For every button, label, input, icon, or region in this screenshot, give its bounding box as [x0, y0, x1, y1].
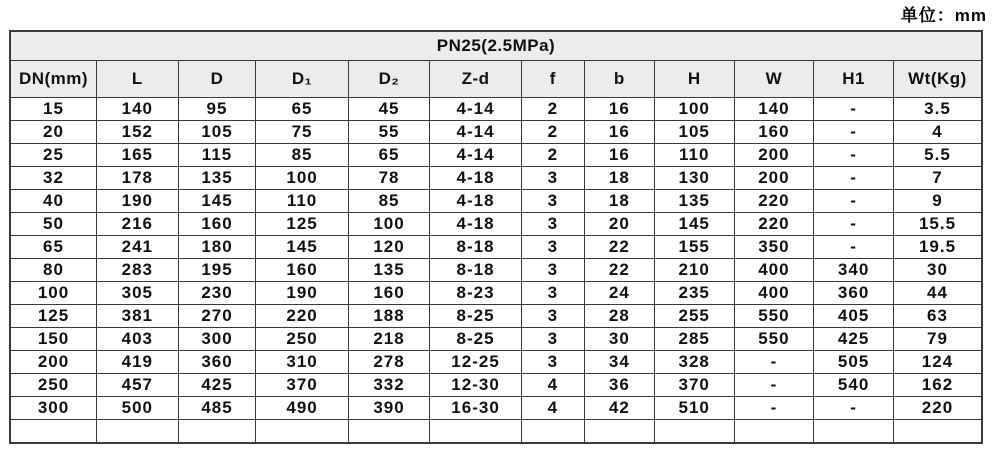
table-cell: 3	[521, 167, 584, 190]
table-cell: 160	[256, 259, 348, 282]
column-header-row	[10, 61, 982, 98]
table-cell: 19.5	[893, 236, 982, 259]
table-cell: 188	[348, 305, 430, 328]
table-cell-empty	[893, 420, 982, 444]
table-head	[10, 31, 982, 98]
table-cell: 180	[178, 236, 256, 259]
table-cell: 8-18	[430, 236, 521, 259]
table-cell: 79	[893, 328, 982, 351]
table-cell: 4	[893, 121, 982, 144]
table-cell: 285	[654, 328, 734, 351]
table-cell: 105	[178, 121, 256, 144]
table-row-partial	[10, 420, 982, 444]
table-cell: 145	[178, 190, 256, 213]
table-cell: 300	[178, 328, 256, 351]
column-header-11: Wt(Kg)	[893, 61, 982, 98]
table-cell: 4-18	[430, 190, 521, 213]
table-row	[10, 98, 982, 121]
table-cell: 400	[734, 259, 814, 282]
table-row	[10, 121, 982, 144]
table-cell: 40	[10, 190, 97, 213]
table-cell: 16	[584, 121, 654, 144]
table-cell: 305	[97, 282, 179, 305]
table-cell: 550	[734, 328, 814, 351]
table-cell: -	[814, 144, 894, 167]
table-cell: 540	[814, 374, 894, 397]
table-cell: 218	[348, 328, 430, 351]
table-cell: 190	[97, 190, 179, 213]
table-cell: 80	[10, 259, 97, 282]
spec-table	[9, 30, 983, 444]
table-cell: 36	[584, 374, 654, 397]
table-row	[10, 144, 982, 167]
table-cell: 220	[893, 397, 982, 420]
table-cell: 3	[521, 351, 584, 374]
table-row	[10, 305, 982, 328]
table-cell: 85	[256, 144, 348, 167]
table-cell: 4-14	[430, 98, 521, 121]
table-cell: 152	[97, 121, 179, 144]
table-cell: 34	[584, 351, 654, 374]
table-row	[10, 259, 982, 282]
table-cell: 3	[521, 190, 584, 213]
table-cell: 3	[521, 305, 584, 328]
table-cell: 160	[734, 121, 814, 144]
table-cell: 105	[654, 121, 734, 144]
table-cell: 162	[893, 374, 982, 397]
table-cell: -	[814, 397, 894, 420]
table-cell: 360	[178, 351, 256, 374]
table-cell: 310	[256, 351, 348, 374]
table-cell: 150	[10, 328, 97, 351]
table-cell: 16-30	[430, 397, 521, 420]
table-cell: 85	[348, 190, 430, 213]
table-row	[10, 190, 982, 213]
table-body	[10, 98, 982, 444]
table-cell: 55	[348, 121, 430, 144]
table-cell: 200	[734, 167, 814, 190]
table-cell: 485	[178, 397, 256, 420]
table-cell: 42	[584, 397, 654, 420]
table-cell: 250	[256, 328, 348, 351]
table-cell: 350	[734, 236, 814, 259]
table-cell: 340	[814, 259, 894, 282]
table-cell: 500	[97, 397, 179, 420]
table-cell: 370	[654, 374, 734, 397]
table-cell: 403	[97, 328, 179, 351]
table-cell: 190	[256, 282, 348, 305]
table-cell: 100	[348, 213, 430, 236]
table-cell: 22	[584, 259, 654, 282]
table-cell: 95	[178, 98, 256, 121]
table-cell: 18	[584, 167, 654, 190]
table-cell: 135	[178, 167, 256, 190]
table-cell: 140	[734, 98, 814, 121]
table-cell: 328	[654, 351, 734, 374]
table-row	[10, 282, 982, 305]
table-title-row	[10, 31, 982, 61]
table-row	[10, 167, 982, 190]
table-cell: -	[814, 167, 894, 190]
table-cell: 12-30	[430, 374, 521, 397]
table-cell: 65	[10, 236, 97, 259]
column-header-2: D	[178, 61, 256, 98]
table-row	[10, 236, 982, 259]
table-row	[10, 351, 982, 374]
table-row	[10, 328, 982, 351]
column-header-10: H1	[814, 61, 894, 98]
table-cell: 250	[10, 374, 97, 397]
table-title: PN25(2.5MPa)	[10, 31, 982, 61]
table-cell: 381	[97, 305, 179, 328]
table-cell: 4-14	[430, 121, 521, 144]
table-cell: 505	[814, 351, 894, 374]
table-cell: -	[814, 190, 894, 213]
table-cell: 210	[654, 259, 734, 282]
table-cell: 30	[584, 328, 654, 351]
table-cell: 241	[97, 236, 179, 259]
table-cell: 3.5	[893, 98, 982, 121]
table-cell: 220	[734, 213, 814, 236]
table-cell: 15.5	[893, 213, 982, 236]
table-cell: 65	[348, 144, 430, 167]
table-cell: 3	[521, 282, 584, 305]
table-cell: 370	[256, 374, 348, 397]
table-cell: 235	[654, 282, 734, 305]
column-header-0: DN(mm)	[10, 61, 97, 98]
table-cell: 50	[10, 213, 97, 236]
table-cell: 3	[521, 213, 584, 236]
table-cell: 8-23	[430, 282, 521, 305]
table-cell-empty	[97, 420, 179, 444]
table-cell: 300	[10, 397, 97, 420]
table-cell: 230	[178, 282, 256, 305]
table-cell: 63	[893, 305, 982, 328]
table-cell: 20	[10, 121, 97, 144]
table-cell: 550	[734, 305, 814, 328]
table-cell: 130	[654, 167, 734, 190]
column-header-6: f	[521, 61, 584, 98]
table-cell-empty	[430, 420, 521, 444]
table-cell: 100	[256, 167, 348, 190]
table-cell: 3	[521, 259, 584, 282]
table-cell: 45	[348, 98, 430, 121]
table-cell: -	[814, 213, 894, 236]
table-cell: 8-18	[430, 259, 521, 282]
table-cell-empty	[178, 420, 256, 444]
column-header-9: W	[734, 61, 814, 98]
table-cell: 200	[10, 351, 97, 374]
column-header-4: D₂	[348, 61, 430, 98]
table-cell: 4-14	[430, 144, 521, 167]
table-row	[10, 374, 982, 397]
table-cell: 216	[97, 213, 179, 236]
table-cell: 8-25	[430, 328, 521, 351]
table-cell: 278	[348, 351, 430, 374]
table-cell: 283	[97, 259, 179, 282]
table-cell: 220	[734, 190, 814, 213]
table-cell: 2	[521, 98, 584, 121]
table-cell-empty	[256, 420, 348, 444]
table-cell: 15	[10, 98, 97, 121]
table-cell: 5.5	[893, 144, 982, 167]
table-cell: 30	[893, 259, 982, 282]
table-cell: 4	[521, 397, 584, 420]
table-cell: 78	[348, 167, 430, 190]
table-cell: 200	[734, 144, 814, 167]
table-cell: -	[734, 351, 814, 374]
table-cell: 135	[348, 259, 430, 282]
table-cell: 2	[521, 121, 584, 144]
column-header-5: Z-d	[430, 61, 521, 98]
table-cell: 160	[178, 213, 256, 236]
table-cell: 425	[814, 328, 894, 351]
table-cell-empty	[814, 420, 894, 444]
table-cell: 32	[10, 167, 97, 190]
unit-label: 单位：mm	[900, 6, 987, 25]
table-cell: -	[814, 121, 894, 144]
table-cell: 18	[584, 190, 654, 213]
table-cell: 9	[893, 190, 982, 213]
table-cell: 124	[893, 351, 982, 374]
table-cell: 419	[97, 351, 179, 374]
table-cell: 25	[10, 144, 97, 167]
table-cell: 12-25	[430, 351, 521, 374]
table-cell: 155	[654, 236, 734, 259]
table-cell: 2	[521, 144, 584, 167]
table-cell: -	[734, 374, 814, 397]
table-cell-empty	[654, 420, 734, 444]
table-cell: 145	[654, 213, 734, 236]
table-cell: 140	[97, 98, 179, 121]
column-header-7: b	[584, 61, 654, 98]
table-cell: 195	[178, 259, 256, 282]
table-cell: 125	[256, 213, 348, 236]
table-cell: 8-25	[430, 305, 521, 328]
column-header-3: D₁	[256, 61, 348, 98]
table-cell: 405	[814, 305, 894, 328]
table-cell-empty	[348, 420, 430, 444]
table-cell: 110	[654, 144, 734, 167]
table-cell: 115	[178, 144, 256, 167]
table-cell: 4-18	[430, 167, 521, 190]
table-cell: 135	[654, 190, 734, 213]
table-cell: 220	[256, 305, 348, 328]
table-row	[10, 397, 982, 420]
table-cell: 490	[256, 397, 348, 420]
table-cell: 400	[734, 282, 814, 305]
table-cell: -	[814, 236, 894, 259]
table-cell-empty	[521, 420, 584, 444]
table-cell: 3	[521, 236, 584, 259]
table-cell: 145	[256, 236, 348, 259]
table-cell: 4-18	[430, 213, 521, 236]
table-cell: 44	[893, 282, 982, 305]
table-cell: 16	[584, 144, 654, 167]
table-cell: 20	[584, 213, 654, 236]
table-row	[10, 213, 982, 236]
table-cell: 425	[178, 374, 256, 397]
table-cell: 255	[654, 305, 734, 328]
table-cell: 75	[256, 121, 348, 144]
table-cell: 120	[348, 236, 430, 259]
table-cell: 165	[97, 144, 179, 167]
table-cell: -	[734, 397, 814, 420]
column-header-8: H	[654, 61, 734, 98]
table-cell: 332	[348, 374, 430, 397]
table-cell: 457	[97, 374, 179, 397]
table-cell: 178	[97, 167, 179, 190]
table-cell: 4	[521, 374, 584, 397]
table-cell: 3	[521, 328, 584, 351]
table-cell: 100	[654, 98, 734, 121]
table-cell: 125	[10, 305, 97, 328]
table-cell: 16	[584, 98, 654, 121]
table-cell: 270	[178, 305, 256, 328]
table-cell: 510	[654, 397, 734, 420]
table-cell: 65	[256, 98, 348, 121]
table-cell: 390	[348, 397, 430, 420]
table-cell: 160	[348, 282, 430, 305]
table-cell: 22	[584, 236, 654, 259]
column-header-1: L	[97, 61, 179, 98]
table-cell: 7	[893, 167, 982, 190]
table-cell: 110	[256, 190, 348, 213]
table-cell: 28	[584, 305, 654, 328]
table-cell-empty	[734, 420, 814, 444]
table-cell: 100	[10, 282, 97, 305]
table-cell-empty	[584, 420, 654, 444]
table-cell: 24	[584, 282, 654, 305]
table-cell-empty	[10, 420, 97, 444]
table-cell: 360	[814, 282, 894, 305]
table-cell: -	[814, 98, 894, 121]
